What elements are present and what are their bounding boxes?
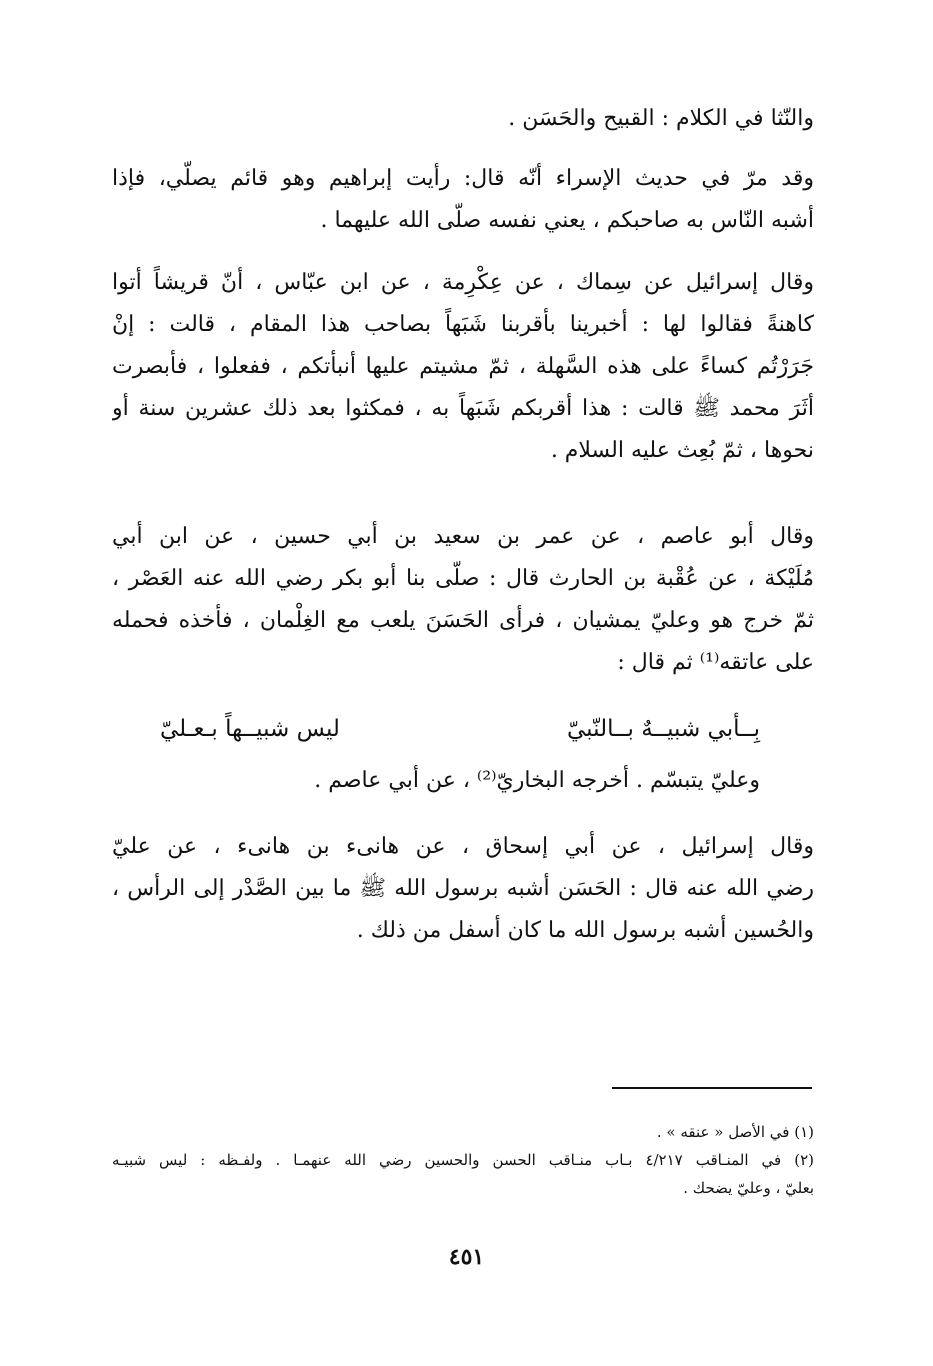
paragraph-4 [112, 516, 814, 684]
footnote-divider [612, 1087, 812, 1089]
text-line: جَرَرْتُم كساءً على هذه السَّهلة ، ثمّ مشيتم عليها أنبأتكم ، ففعلوا ، فأبصرت [112, 354, 814, 379]
poetry-verse [160, 708, 760, 750]
text-line: أثَرَ محمد ﷺ قالت : هذا أقربكم شَبَهاً به ، فمكثوا بعد ذلك عشرين سنة أو [112, 396, 814, 421]
text-line: وقال أبو عاصم ، عن عمر بن سعيد بن أبي حسين ، عن ابن أبي [112, 524, 814, 549]
text-line: وقال إسرائيل عن سِماك ، عن عِكْرِمة ، عن ابن عبّاس ، أنّ قريشاً أتوا [112, 270, 814, 295]
text-line: وقد مرّ في حديث الإسراء أنّه قال: رأيت إبراهيم وهو قائم يصلّي، فإذا [112, 166, 814, 191]
text-line: وقال إسرائيل ، عن أبي إسحاق ، عن هانىء بن هانىء ، عن عليّ [112, 834, 814, 859]
text-line: ثمّ خرج هو وعليّ يمشيان ، فرأى الحَسَنَ يلعب مع الغِلْمان ، فأخذه فحمله [112, 608, 814, 633]
text-line: والحُسين أشبه برسول الله ما كان أسفل من ذلك . [356, 918, 814, 943]
footnote-1: (١) في الأصل « عنقه » . [656, 1123, 814, 1141]
text-line: كاهنةً فقالوا لها : أخبرينا بأقربنا شَبَهاً بصاحب هذا المقام ، قالت : إنْ [112, 312, 814, 337]
footnote-2: (٢) في المنـاقب ٤/٢١٧ بـاب منـاقب الحسن والحسين رضي الله عنهمـا . ولفـظه : ليس شبيـه [112, 1151, 814, 1169]
footnote-2-continuation: بعليّ ، وعليّ يضحك . [683, 1179, 814, 1197]
page-number: ٤٥١ [448, 1244, 485, 1270]
text-line: مُلَيْكة ، عن عُقْبة بن الحارث قال : صلّى بنا أبو بكر رضي الله عنه العَصْر ، [112, 566, 814, 591]
verse-second-hemistich: ليس شبيــهاً بـعـليّ [160, 716, 340, 742]
verse-first-hemistich: بِــأبي شبيــهٌ بــالنّبيّ [567, 716, 760, 742]
footnotes [112, 1118, 814, 1202]
paragraph-1 [112, 98, 814, 140]
text-line: والنّثا في الكلام : القبيح والحَسَن . [508, 106, 814, 131]
text-line: نحوها ، ثمّ بُعِث عليه السلام . [550, 438, 814, 463]
paragraph-2 [112, 158, 814, 242]
after-verse-line: وعليّ يتبسّم . أخرجه البخاريّ⁽²⁾ ، عن أبي عاصم . [314, 768, 760, 793]
text-line: على عاتقه⁽¹⁾ ثم قال : [617, 650, 814, 675]
text-line: رضي الله عنه قال : الحَسَن أشبه برسول الله ﷺ ما بين الصَّدْر إلى الرأس ، [112, 876, 814, 901]
paragraph-3 [112, 262, 814, 472]
paragraph-5 [112, 826, 814, 952]
text-line: أشبه النّاس به صاحبكم ، يعني نفسه صلّى الله عليهما . [320, 208, 814, 233]
